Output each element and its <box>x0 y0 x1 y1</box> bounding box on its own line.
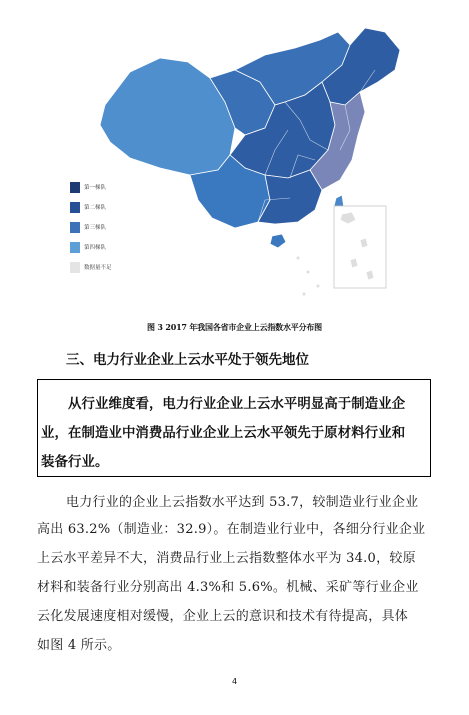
legend-swatch <box>70 182 80 193</box>
legend-item <box>70 200 112 214</box>
summary-box <box>37 379 431 477</box>
legend-label: 数据量不足 <box>84 265 112 271</box>
body-line: 如图 4 所示。 <box>37 638 121 653</box>
summary-line: 业，在制造业中消费品行业企业上云水平领先于原材料行业和 <box>41 425 406 441</box>
map-legend <box>70 180 112 280</box>
body-line: 云化发展速度相对缓慢，企业上云的意识和技术有待提高，具体 <box>37 609 409 624</box>
legend-label: 第四梯队 <box>84 245 107 251</box>
legend-item <box>70 240 112 254</box>
body-line: 上云水平差异不大，消费品行业上云指数整体水平为 34.0，较原 <box>37 551 416 566</box>
china-province-map <box>60 10 420 310</box>
sea-islets <box>297 257 320 296</box>
legend-label: 第一梯队 <box>84 185 107 191</box>
legend-item <box>70 260 112 274</box>
body-line: 电力行业的企业上云指数水平达到 53.7，较制造业行业企业 <box>66 495 419 510</box>
summary-line: 装备行业。 <box>41 454 109 470</box>
legend-swatch <box>70 202 80 213</box>
body-line: 高出 63.2%（制造业：32.9）。在制造业行业中，各细分行业企业 <box>37 522 426 537</box>
section-heading: 三、电力行业企业上云水平处于领先地位 <box>66 352 309 368</box>
legend-label: 第二梯队 <box>84 205 107 211</box>
map-region-hainan <box>270 234 286 248</box>
map-region-west <box>100 58 235 175</box>
figure-caption: 图 3 2017 年我国各省市企业上云指数水平分布图 <box>147 322 322 332</box>
legend-item <box>70 220 112 234</box>
legend-swatch <box>70 262 80 273</box>
legend-item <box>70 180 112 194</box>
body-line: 材料和装备行业分别高出 4.3%和 5.6%。机械、采矿等行业企业 <box>37 580 419 595</box>
summary-line: 从行业维度看，电力行业企业上云水平明显高于制造业企 <box>68 396 406 412</box>
map-svg <box>60 10 420 310</box>
page-number: 4 <box>231 677 238 686</box>
legend-swatch <box>70 242 80 253</box>
legend-label: 第三梯队 <box>84 225 107 231</box>
legend-swatch <box>70 222 80 233</box>
